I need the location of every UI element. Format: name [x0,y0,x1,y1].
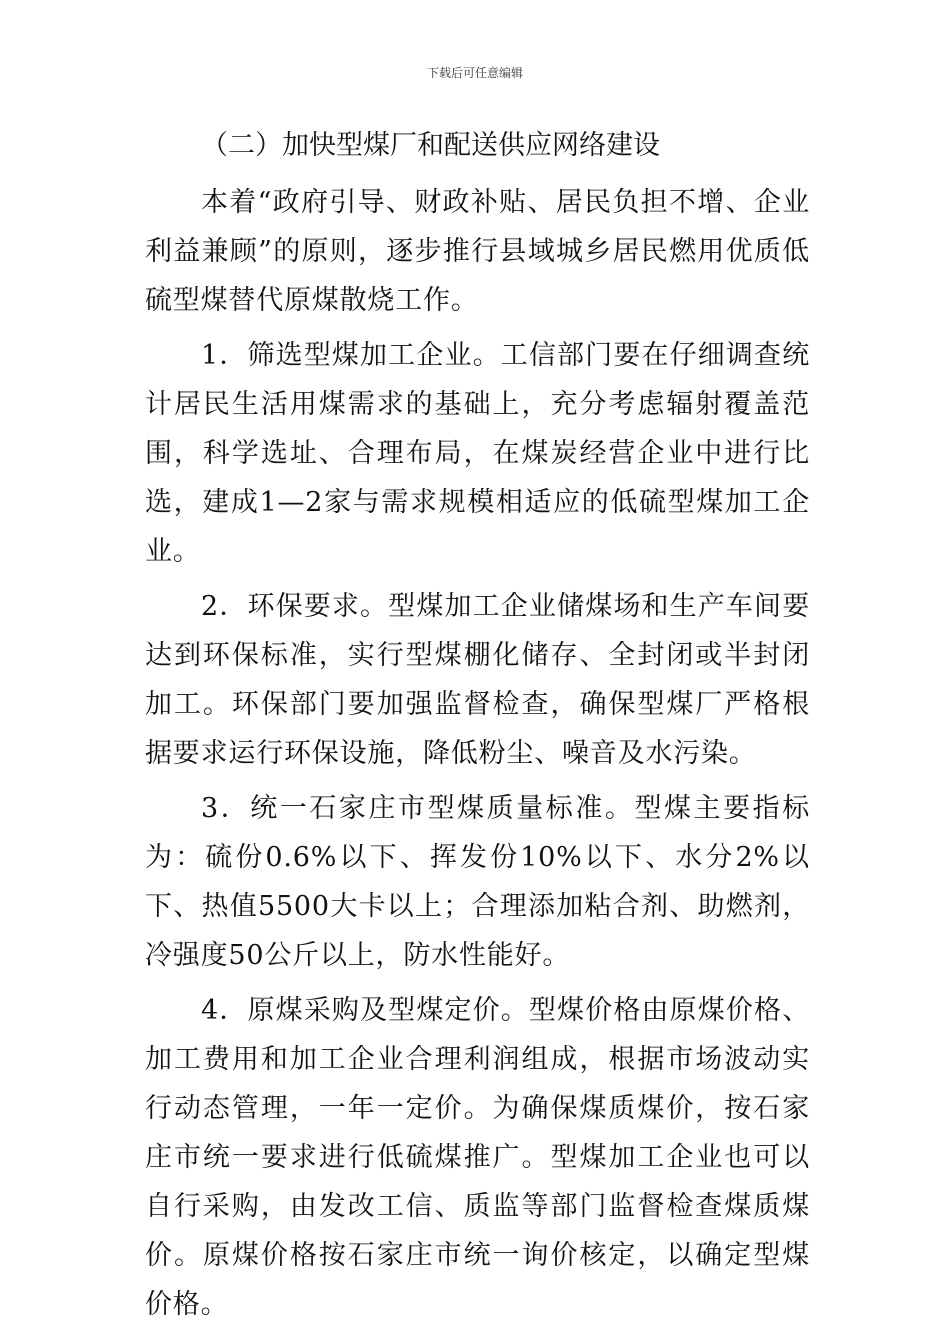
page-header: 下载后可任意编辑 [426,66,523,80]
item-paragraph-3: 3．统一石家庄市型煤质量标准。型煤主要指标为：硫份0.6%以下、挥发份10%以下、水分2%以下、热值5500大卡以上；合理添加粘合剂、助燃剂，冷强度50公斤以上，防水性能好。 [145,793,810,971]
item-paragraph-1: 1．筛选型煤加工企业。工信部门要在仔细调查统计居民生活用煤需求的基础上，充分考虑辐射覆盖范围，科学选址、合理布局，在煤炭经营企业中进行比选，建成1—2家与需求规模相适应的低硫型煤加工企业。 [145,340,810,567]
document-body [145,120,810,1329]
section-title: （二）加快型煤厂和配送供应网络建设 [201,130,660,161]
intro-paragraph: 本着“政府引导、财政补贴、居民负担不增、企业利益兼顾”的原则，逐步推行县域城乡居民燃用优质低硫型煤替代原煤散烧工作。 [145,187,810,316]
item-paragraph-4: 4．原煤采购及型煤定价。型煤价格由原煤价格、加工费用和加工企业合理利润组成，根据市场波动实行动态管理，一年一定价。为确保煤质煤价，按石家庄市统一要求进行低硫煤推广。型煤加工企业也可以自行采购，由发改工信、质监等部门监督检查煤质煤价。原煤价格按石家庄市统一询价核定，以确定型煤价格。 [145,995,810,1320]
item-paragraph-2: 2．环保要求。型煤加工企业储煤场和生产车间要达到环保标准，实行型煤棚化储存、全封闭或半封闭加工。环保部门要加强监督检查，确保型煤厂严格根据要求运行环保设施，降低粉尘、噪音及水污染。 [145,591,810,769]
